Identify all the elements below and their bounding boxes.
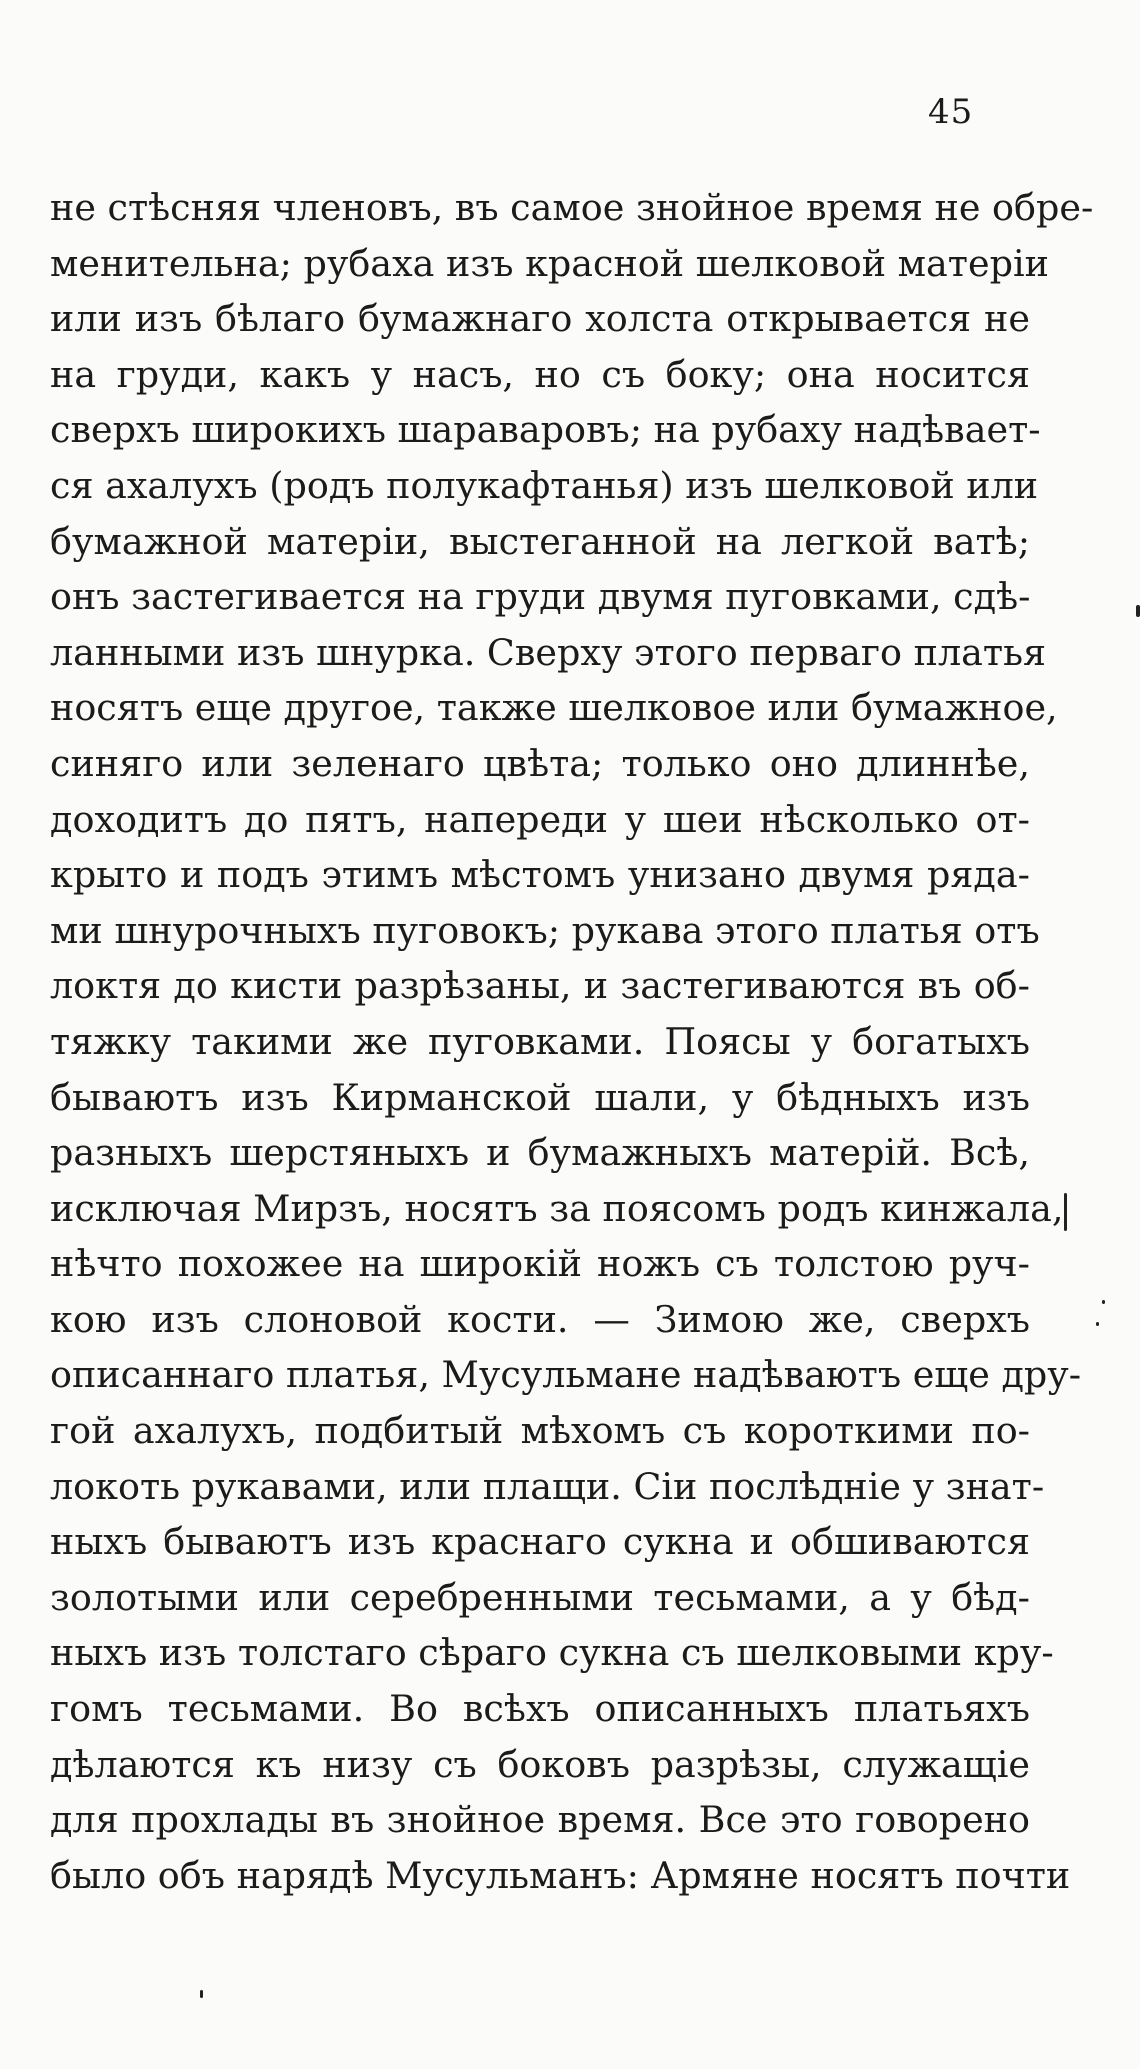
- text-line: кою изъ слоновой кости. — Зимою же, сверхъ: [50, 1297, 1030, 1341]
- text-line: бумажной матеріи, выстеганной на легкой ватѣ;: [50, 519, 1030, 563]
- text-line: синяго или зеленаго цвѣта; только оно длиннѣе,: [50, 741, 1030, 785]
- scan-speck: [1102, 1300, 1105, 1304]
- text-line: описаннаго платья, Мусульмане надѣваютъ еще дру-: [50, 1353, 1082, 1397]
- body-text: [50, 180, 1094, 1903]
- text-line: ланными изъ шнурка. Сверху этого перваго платья: [50, 630, 1046, 674]
- text-line: крыто и подъ этимъ мѣстомъ унизано двумя ряда-: [50, 853, 1030, 897]
- text-line: было объ нарядѣ Мусульманъ: Армяне носятъ почти: [50, 1853, 1071, 1897]
- text-line: доходитъ до пятъ, напереди у шеи нѣсколько от-: [50, 797, 1030, 841]
- text-line: гомъ тесьмами. Во всѣхъ описанныхъ платьяхъ: [50, 1687, 1030, 1731]
- scan-speck: [200, 1990, 203, 1998]
- text-line: или изъ бѣлаго бумажнаго холста открывается не: [50, 297, 1030, 341]
- text-line: ся ахалухъ (родъ полукафтанья) изъ шелковой или: [50, 463, 1039, 507]
- text-line: онъ застегивается на груди двумя пуговками, сдѣ-: [50, 575, 1031, 619]
- text-line: менительна; рубаха изъ красной шелковой матеріи: [50, 241, 1049, 285]
- text-line: нѣчто похожее на широкій ножъ съ толстою руч-: [50, 1242, 1030, 1286]
- text-line: ныхъ изъ толстаго сѣраго сукна съ шелковыми кру-: [50, 1631, 1054, 1675]
- scan-speck: [1096, 1322, 1099, 1326]
- text-line: разныхъ шерстяныхъ и бумажныхъ матерій. Всѣ,: [50, 1131, 1030, 1175]
- text-line: ми шнурочныхъ пуговокъ; рукава этого платья отъ: [50, 908, 1040, 952]
- scan-speck: [1064, 1193, 1067, 1231]
- text-line: исключая Мирзъ, носятъ за поясомъ родъ кинжала,: [50, 1186, 1064, 1230]
- scan-speck: [1136, 605, 1140, 617]
- text-line: на груди, какъ у насъ, но съ боку; она носится: [50, 352, 1030, 396]
- text-line: гой ахалухъ, подбитый мѣхомъ съ короткими по-: [50, 1409, 1030, 1453]
- text-line: дѣлаются къ низу съ боковъ разрѣзы, служащіе: [50, 1742, 1030, 1786]
- text-line: бываютъ изъ Кирманской шали, у бѣдныхъ изъ: [50, 1075, 1030, 1119]
- text-line: сверхъ широкихъ шараваровъ; на рубаху надѣвает-: [50, 408, 1041, 452]
- text-line: для прохлады въ знойное время. Все это говорено: [50, 1798, 1030, 1842]
- text-line: носятъ еще другое, также шелковое или бумажное,: [50, 686, 1058, 730]
- page-number: 45: [928, 92, 974, 132]
- text-line: не стѣсняя членовъ, въ самое знойное время не обре-: [50, 186, 1094, 229]
- text-line: ныхъ бываютъ изъ краснаго сукна и обшиваются: [50, 1520, 1030, 1564]
- text-line: золотыми или серебренными тесьмами, а у бѣд-: [50, 1575, 1030, 1619]
- text-line: тяжку такими же пуговками. Поясы у богатыхъ: [50, 1019, 1030, 1063]
- text-line: локтя до кисти разрѣзаны, и застегиваются въ об-: [50, 964, 1030, 1008]
- text-line: локоть рукавами, или плащи. Сіи послѣдніе у знат-: [50, 1464, 1045, 1508]
